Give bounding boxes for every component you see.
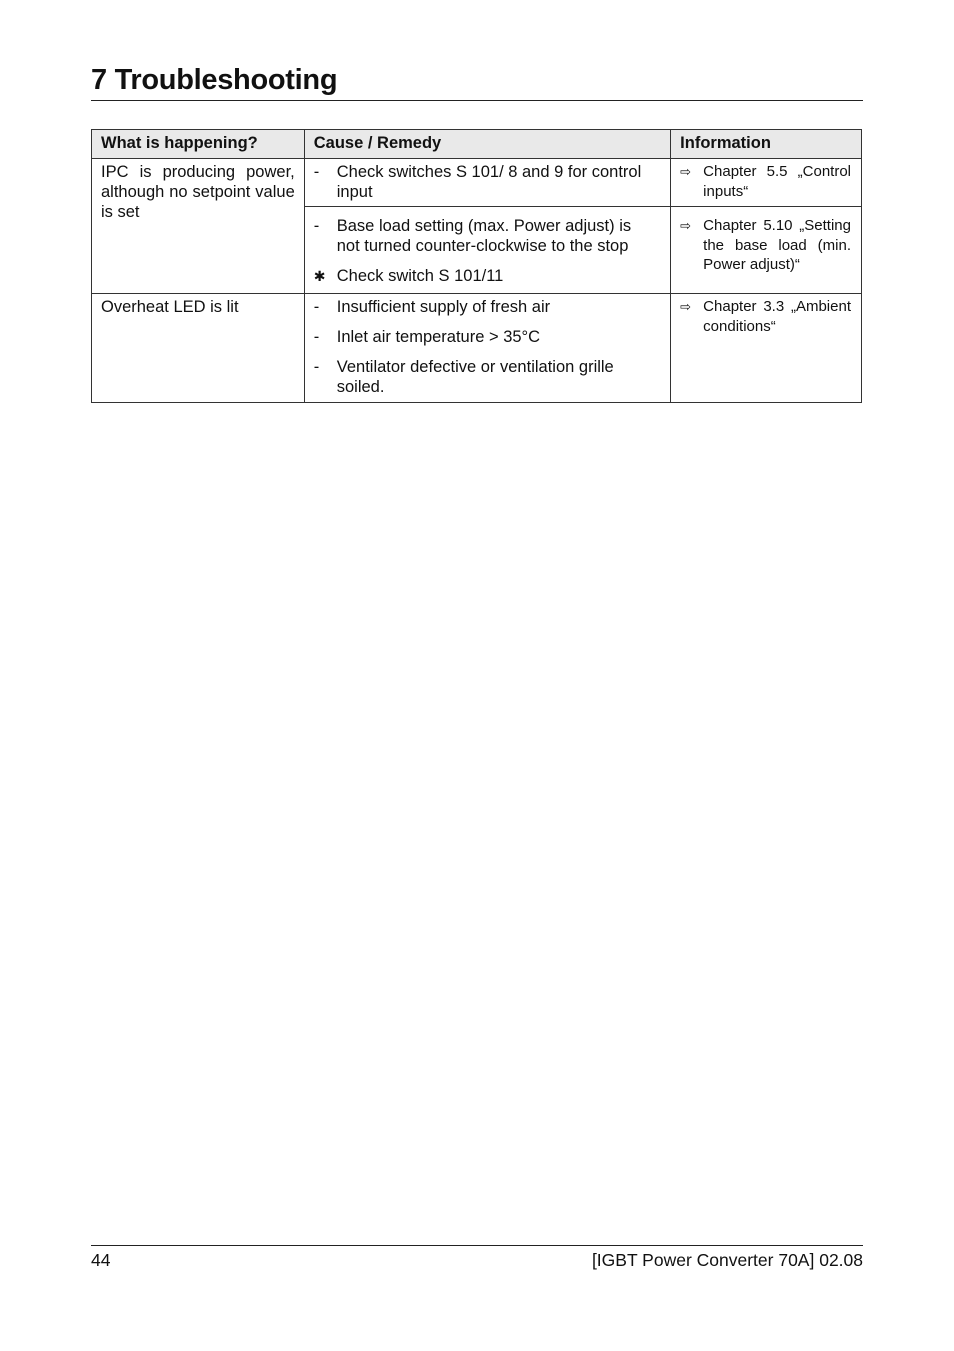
document-title: [IGBT Power Converter 70A] 02.08 <box>591 1250 863 1270</box>
dash-marker: - <box>313 217 320 235</box>
column-header-information: Information <box>671 130 862 159</box>
chapter-reference-text: Chapter 5.5 „Control inputs“ <box>703 163 851 200</box>
cause-item <box>314 327 658 347</box>
dash-marker: - <box>313 328 320 346</box>
cause-item <box>314 266 658 286</box>
chapter-reference-text: Chapter 5.10 „Setting the base load (min. Power adjust)“ <box>703 217 851 273</box>
cause-text: Inlet air temperature > 35°C <box>336 328 541 346</box>
cause-item <box>314 162 658 202</box>
table-row <box>92 159 862 207</box>
chapter-reference <box>680 216 851 275</box>
happening-cell: IPC is producing power, although no setpoint value is set <box>92 159 305 294</box>
cause-cell <box>304 159 670 207</box>
cause-text: Check switch S 101/11 <box>336 267 504 285</box>
troubleshooting-table <box>91 129 862 403</box>
cause-text: Insufficient supply of fresh air <box>336 298 551 316</box>
page-number: 44 <box>91 1250 111 1270</box>
dash-marker: - <box>313 298 320 316</box>
cause-text: Ventilator defective or ventilation grille soiled. <box>336 358 614 396</box>
right-arrow-outline-icon: ⇨ <box>680 164 692 179</box>
chapter-reference-text: Chapter 3.3 „Ambient conditions“ <box>703 298 851 335</box>
cause-text: Base load setting (max. Power adjust) is not turned counter-clockwise to the stop <box>336 217 632 255</box>
cause-cell <box>304 294 670 403</box>
asterisk-icon: ✱ <box>313 268 326 284</box>
cause-item <box>314 216 658 256</box>
table-header-row <box>92 130 862 159</box>
info-cell <box>671 207 862 294</box>
cause-text: Check switches S 101/ 8 and 9 for control input <box>336 163 642 201</box>
right-arrow-outline-icon: ⇨ <box>680 299 692 314</box>
cause-item <box>314 297 658 317</box>
right-arrow-outline-icon: ⇨ <box>680 218 692 233</box>
page-title: 7 Troubleshooting <box>91 64 863 101</box>
column-header-cause-remedy: Cause / Remedy <box>304 130 670 159</box>
happening-cell: Overheat LED is lit <box>92 294 305 403</box>
table-row <box>92 294 862 403</box>
page-footer <box>91 1245 863 1271</box>
dash-marker: - <box>313 358 320 376</box>
chapter-reference <box>680 297 851 336</box>
cause-cell <box>304 207 670 294</box>
info-cell <box>671 294 862 403</box>
dash-marker: - <box>313 163 320 181</box>
chapter-reference <box>680 162 851 201</box>
column-header-happening: What is happening? <box>92 130 305 159</box>
info-cell <box>671 159 862 207</box>
cause-item <box>314 357 658 397</box>
